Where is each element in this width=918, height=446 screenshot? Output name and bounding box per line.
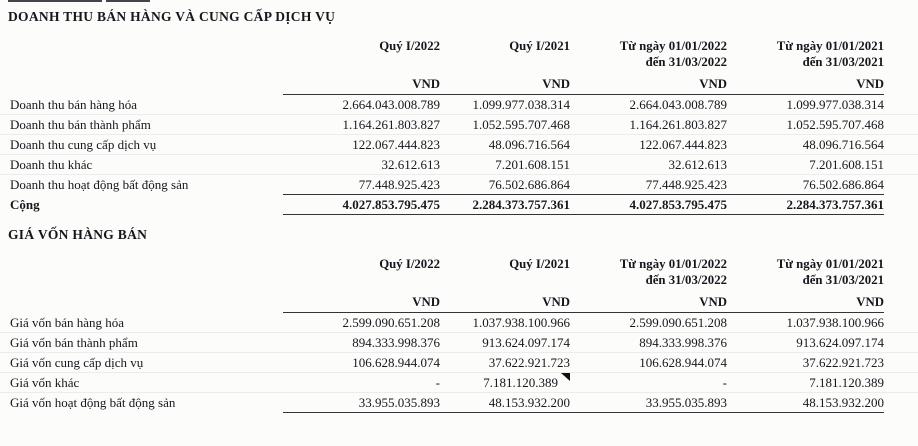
row-label: Doanh thu bán hàng hóa — [10, 97, 138, 112]
total-value: 2.284.373.757.361 — [786, 197, 884, 212]
row-value: 76.502.686.864 — [488, 177, 570, 192]
unit-label: VND — [412, 77, 440, 91]
section-title-cogs: GIÁ VỐN HÀNG BÁN — [8, 227, 148, 242]
cursor-artifact-icon — [561, 373, 570, 381]
table-row — [0, 333, 918, 353]
row-value: 37.622.921.723 — [488, 355, 570, 370]
row-value: 2.664.043.008.789 — [342, 97, 440, 112]
row-value: 48.153.932.200 — [488, 395, 570, 410]
row-value: 1.099.977.038.314 — [472, 97, 570, 112]
row-label: Doanh thu hoạt động bất động sản — [10, 177, 189, 192]
column-header-q1-2021: Quý I/2021 — [509, 257, 570, 271]
column-header-ytd-2022: Từ ngày 01/01/2022 đến 31/03/2022 — [619, 39, 727, 69]
row-value: 1.052.595.707.468 — [786, 117, 884, 132]
unit-label: VND — [412, 295, 440, 309]
section-gap — [0, 215, 918, 226]
row-value: 48.096.716.564 — [802, 137, 884, 152]
row-value: 894.333.998.376 — [639, 335, 727, 350]
table-row — [0, 175, 918, 194]
row-value — [440, 373, 570, 392]
row-label: Giá vốn bán thành phẩm — [10, 335, 138, 350]
row-value: 1.052.595.707.468 — [472, 117, 570, 132]
total-label: Cộng — [10, 197, 40, 212]
row-value: 122.067.444.823 — [639, 137, 727, 152]
unit-row — [0, 294, 918, 310]
row-value: 122.067.444.823 — [352, 137, 440, 152]
row-value: 32.612.613 — [381, 157, 440, 172]
row-value: 37.622.921.723 — [802, 355, 884, 370]
row-value: 894.333.998.376 — [352, 335, 440, 350]
section-title-revenue: DOANH THU BÁN HÀNG VÀ CUNG CẤP DỊCH VỤ — [8, 9, 336, 24]
table-row — [0, 373, 918, 393]
row-value: 7.181.120.389 — [809, 375, 884, 390]
total-value: 4.027.853.795.475 — [342, 197, 440, 212]
column-header-ytd-2021: Từ ngày 01/01/2021 đến 31/03/2021 — [776, 39, 884, 69]
column-header-ytd-2021: Từ ngày 01/01/2021 đến 31/03/2021 — [776, 257, 884, 287]
column-header-row — [0, 256, 918, 288]
unit-label: VND — [856, 77, 884, 91]
table-row — [0, 155, 918, 175]
row-value: - — [722, 375, 727, 390]
row-value: 106.628.944.074 — [639, 355, 727, 370]
row-value: 2.599.090.651.208 — [342, 315, 440, 330]
table-row — [0, 135, 918, 155]
row-value: 7.201.608.151 — [495, 157, 570, 172]
row-label: Doanh thu khác — [10, 157, 93, 172]
row-value: - — [435, 375, 440, 390]
row-label: Giá vốn bán hàng hóa — [10, 315, 125, 330]
row-value: 913.624.097.174 — [796, 335, 884, 350]
row-value: 1.037.938.100.966 — [472, 315, 570, 330]
column-header-q1-2022: Quý I/2022 — [379, 39, 440, 53]
section-cogs — [0, 226, 918, 413]
column-header-q1-2022: Quý I/2022 — [379, 257, 440, 271]
row-label: Giá vốn cung cấp dịch vụ — [10, 355, 144, 370]
table-row — [0, 313, 918, 333]
unit-label: VND — [542, 77, 570, 91]
row-value: 1.164.261.803.827 — [629, 117, 727, 132]
row-value: 48.096.716.564 — [488, 137, 570, 152]
column-header-q1-2021: Quý I/2021 — [509, 39, 570, 53]
row-value: 106.628.944.074 — [352, 355, 440, 370]
row-value: 77.448.925.423 — [645, 177, 727, 192]
section-bottom-rule — [283, 412, 884, 413]
table-row — [0, 95, 918, 115]
unit-row — [0, 76, 918, 92]
row-value: 2.664.043.008.789 — [629, 97, 727, 112]
row-value: 2.599.090.651.208 — [629, 315, 727, 330]
row-label: Giá vốn khác — [10, 375, 80, 390]
table-row — [0, 393, 918, 412]
row-value: 32.612.613 — [668, 157, 727, 172]
table-row — [0, 353, 918, 373]
column-header-ytd-2022: Từ ngày 01/01/2022 đến 31/03/2022 — [619, 257, 727, 287]
row-value: 33.955.035.893 — [645, 395, 727, 410]
row-value: 33.955.035.893 — [358, 395, 440, 410]
row-label: Doanh thu cung cấp dịch vụ — [10, 137, 157, 152]
row-label: Doanh thu bán thành phẩm — [10, 117, 151, 132]
total-bottom-rule — [283, 214, 884, 215]
total-value: 2.284.373.757.361 — [472, 197, 570, 212]
unit-label: VND — [699, 77, 727, 91]
total-row — [0, 195, 918, 214]
row-value: 77.448.925.423 — [358, 177, 440, 192]
row-value: 913.624.097.174 — [482, 335, 570, 350]
column-header-row — [0, 38, 918, 70]
row-value-text: 7.181.120.389 — [483, 375, 558, 390]
row-value: 7.201.608.151 — [809, 157, 884, 172]
unit-label: VND — [856, 295, 884, 309]
unit-label: VND — [542, 295, 570, 309]
unit-label: VND — [699, 295, 727, 309]
row-value: 1.099.977.038.314 — [786, 97, 884, 112]
table-row — [0, 115, 918, 135]
row-value: 48.153.932.200 — [802, 395, 884, 410]
row-value: 1.037.938.100.966 — [786, 315, 884, 330]
row-label: Giá vốn hoạt động bất động sản — [10, 395, 176, 410]
section-revenue — [0, 0, 918, 215]
row-value: 76.502.686.864 — [802, 177, 884, 192]
row-value: 1.164.261.803.827 — [342, 117, 440, 132]
total-value: 4.027.853.795.475 — [629, 197, 727, 212]
